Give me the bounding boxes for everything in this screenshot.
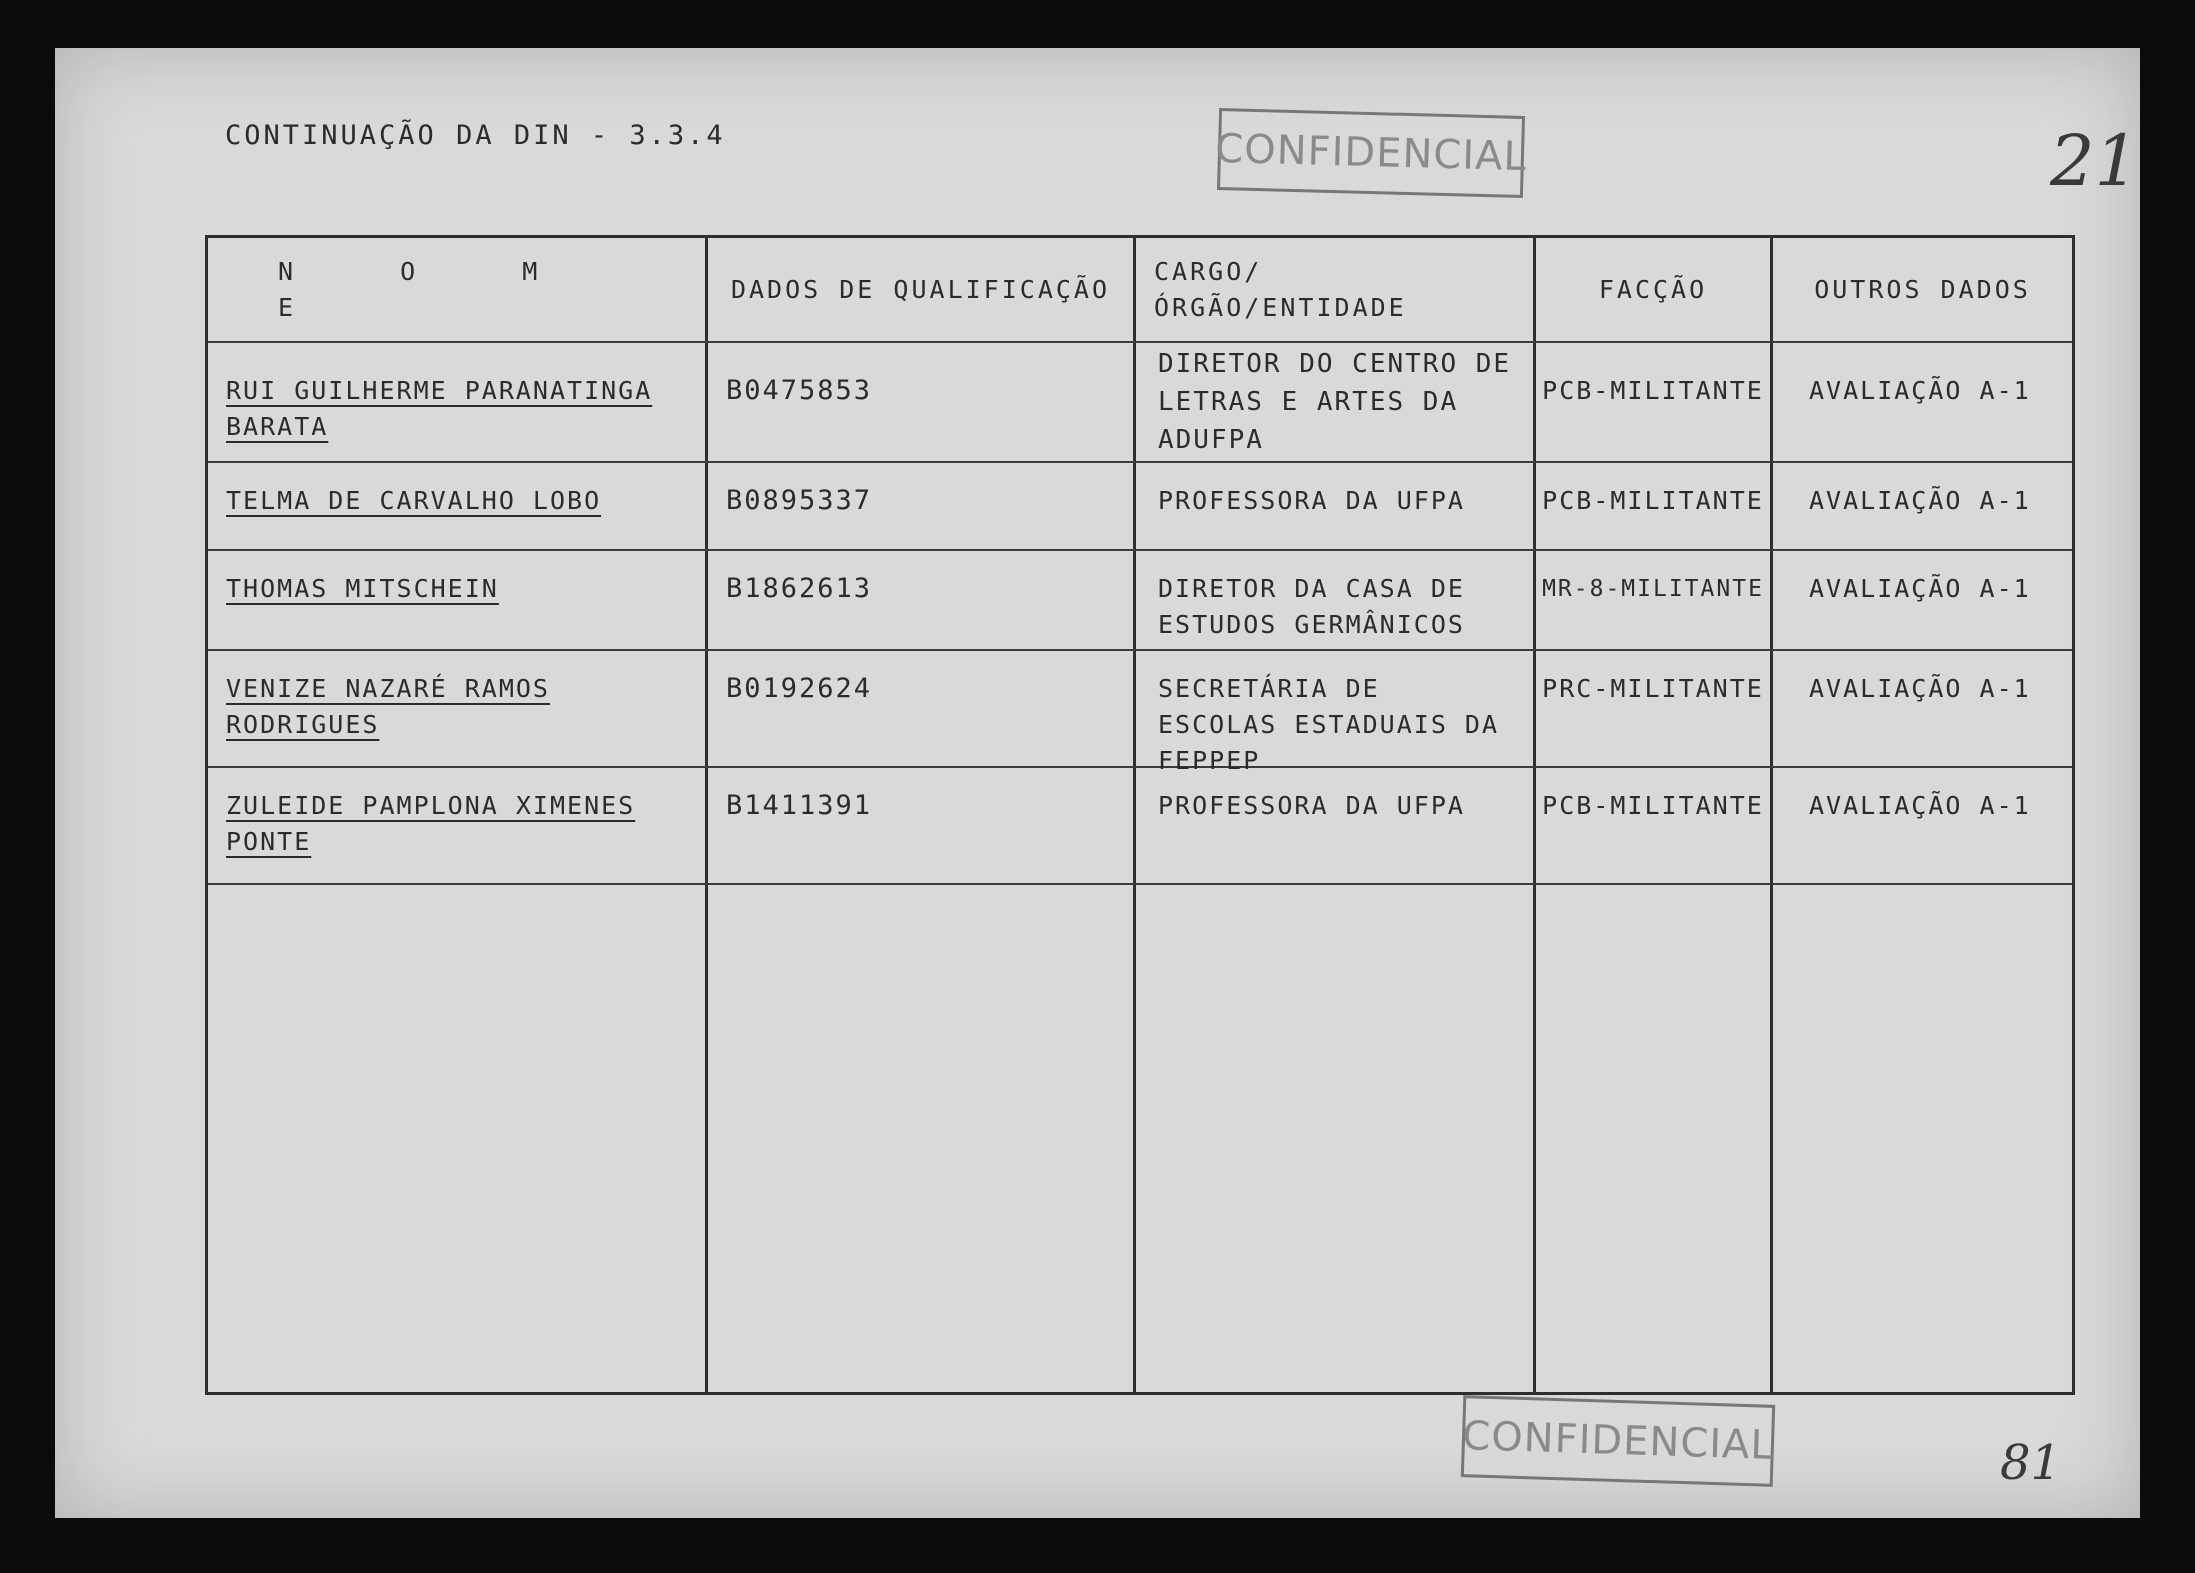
column-header-faccao: FACÇÃO: [1536, 238, 1773, 341]
other-data: AVALIAÇÃO A-1: [1809, 574, 2031, 603]
position-entity: DIRETOR DO CENTRO DE LETRAS E ARTES DA ADUFPA: [1136, 343, 1536, 461]
qualification-data: B0475853: [708, 343, 1136, 461]
position-entity: PROFESSORA DA UFPA: [1136, 768, 1536, 883]
table-row: [208, 651, 2072, 775]
other-data: AVALIAÇÃO A-1: [1809, 791, 2031, 820]
table-row: [208, 463, 2072, 551]
table-row: [208, 768, 2072, 885]
column-header-nome: N O M E: [208, 238, 708, 341]
position-entity: SECRETÁRIA DE ESCOLAS ESTADUAIS DA FEPPEP: [1136, 651, 1536, 766]
person-name: TELMA DE CARVALHO LOBO: [226, 486, 602, 515]
other-data: AVALIAÇÃO A-1: [1809, 486, 2031, 515]
other-data: AVALIAÇÃO A-1: [1809, 376, 2031, 405]
handwritten-page-number-bottom: 81: [2000, 1435, 2062, 1491]
faction: PRC-MILITANTE: [1536, 651, 1773, 766]
column-header-outros: OUTROS DADOS: [1814, 274, 2031, 304]
person-name: ZULEIDE PAMPLONA XIMENES PONTE: [226, 791, 636, 856]
qualification-data: B0192624: [708, 651, 1136, 766]
column-header-cargo: CARGO/ÓRGÃO/ENTIDADE: [1136, 238, 1536, 341]
faction: PCB-MILITANTE: [1536, 768, 1773, 883]
faction: MR-8-MILITANTE: [1536, 551, 1773, 649]
qualification-data: B1411391: [708, 768, 1136, 883]
qualification-data: B0895337: [708, 463, 1136, 549]
person-name: VENIZE NAZARÉ RAMOS RODRIGUES: [226, 674, 550, 739]
confidential-stamp-top: CONFIDENCIAL: [1217, 108, 1525, 198]
empty-table-area: [208, 885, 2072, 1392]
document-header: CONTINUAÇÃO DA DIN - 3.3.4: [225, 120, 726, 151]
handwritten-page-number-top: 21: [2050, 120, 2140, 202]
records-table: [205, 235, 2075, 1395]
column-header-dados: DADOS DE QUALIFICAÇÃO: [708, 238, 1136, 341]
faction: PCB-MILITANTE: [1536, 463, 1773, 549]
person-name: RUI GUILHERME PARANATINGA BARATA: [226, 376, 653, 441]
confidential-stamp-bottom: CONFIDENCIAL: [1461, 1395, 1775, 1487]
table-row: [208, 551, 2072, 651]
person-name: THOMAS MITSCHEIN: [226, 574, 499, 603]
table-row: [208, 343, 2072, 463]
position-entity: DIRETOR DA CASA DE ESTUDOS GERMÂNICOS: [1136, 551, 1536, 649]
qualification-data: B1862613: [708, 551, 1136, 649]
table-header-row: [208, 238, 2072, 343]
faction: PCB-MILITANTE: [1536, 343, 1773, 461]
position-entity: PROFESSORA DA UFPA: [1136, 463, 1536, 549]
other-data: AVALIAÇÃO A-1: [1809, 674, 2031, 703]
